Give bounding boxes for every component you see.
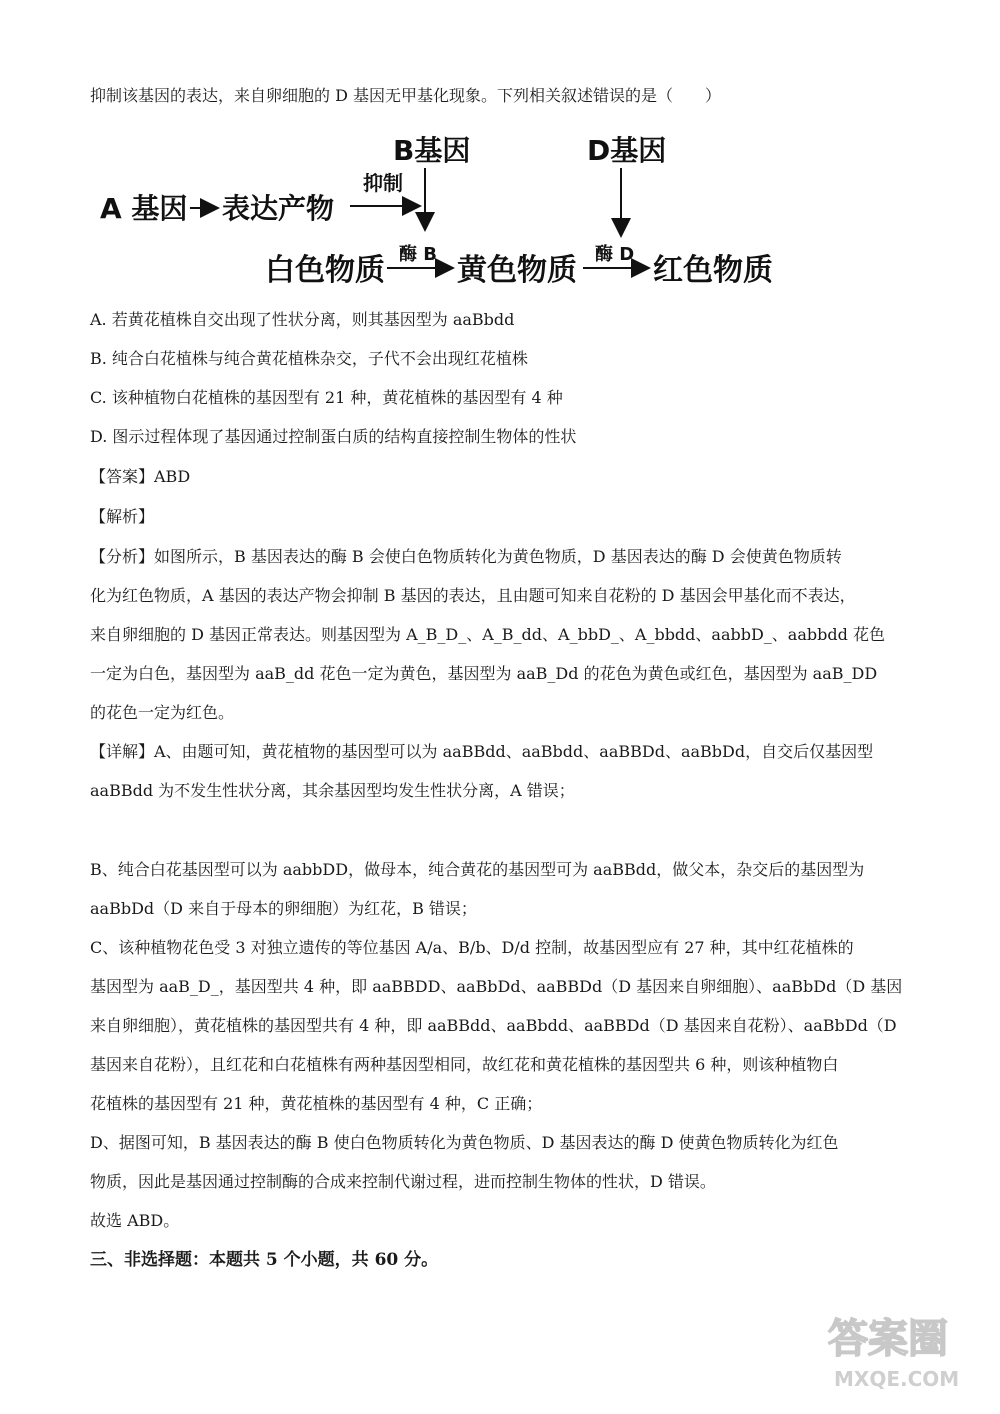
question-stem-tail: 抑制该基因的表达，来自卵细胞的 D 基因无甲基化现象。下列相关叙述错误的是（ ） xyxy=(90,86,722,105)
a-gene-label: A 基因 xyxy=(100,192,188,225)
detail-line: C、该种植物花色受 3 对独立遗传的等位基因 A/a、B/b、D/d 控制，故基因型应有 27 种，其中红花植株的 xyxy=(90,938,854,957)
detail-line: 基因来自花粉），且红花和白花植株有两种基因型相同，故红花和黄花植株的基因型共 6 种，则该种植物白 xyxy=(90,1055,839,1074)
enzyme-b-label: 酶 B xyxy=(399,244,437,265)
detail-line: 花植株的基因型有 21 种，黄花植株的基因型有 4 种，C 正确； xyxy=(90,1094,543,1113)
option-c: C. 该种植物白花植株的基因型有 21 种，黄花植株的基因型有 4 种 xyxy=(90,388,563,407)
expression-product-label: 表达产物 xyxy=(222,192,335,225)
answer-line: 【答案】ABD xyxy=(90,467,191,486)
gene-pathway-diagram xyxy=(95,130,795,290)
b-gene-label: B基因 xyxy=(393,134,471,167)
analysis-line: 一定为白色，基因型为 aaB_dd 花色一定为黄色，基因型为 aaB_Dd 的花色为黄色或红色，基因型为 aaB_DD xyxy=(90,664,878,683)
detail-line: 基因型为 aaB_D_，基因型共 4 种，即 aaBBDD、aaBbDd、aaBBDd（D 基因来自卵细胞）、aaBbDd（D 基因 xyxy=(90,977,903,996)
detail-line: 物质，因此是基因通过控制酶的合成来控制代谢过程，进而控制生物体的性状，D 错误。 xyxy=(90,1172,716,1191)
option-a: A. 若黄花植株自交出现了性状分离，则其基因型为 aaBbdd xyxy=(90,310,515,329)
analysis-line: 化为红色物质，A 基因的表达产物会抑制 B 基因的表达，且由题可知来自花粉的 D 基因会甲基化而不表达， xyxy=(90,586,856,605)
analysis-line: 来自卵细胞的 D 基因正常表达。则基因型为 A_B_D_、A_B_dd、A_bbD_、A_bbdd、aabbD_、aabbdd 花色 xyxy=(90,625,885,644)
red-substance-label: 红色物质 xyxy=(653,253,773,288)
option-d: D. 图示过程体现了基因通过控制蛋白质的结构直接控制生物体的性状 xyxy=(90,427,577,446)
d-gene-label: D基因 xyxy=(587,134,667,167)
conclusion-line: 故选 ABD。 xyxy=(90,1211,180,1230)
enzyme-d-label: 酶 D xyxy=(595,244,635,265)
detail-line: 来自卵细胞），黄花植株的基因型共有 4 种，即 aaBBdd、aaBbdd、aaBBDd（D 基因来自花粉）、aaBbDd（D xyxy=(90,1016,897,1035)
detail-line: D、据图可知，B 基因表达的酶 B 使白色物质转化为黄色物质、D 基因表达的酶 D 使黄色物质转化为红色 xyxy=(90,1133,839,1152)
watermark-logo-text: 答案圈 xyxy=(828,1316,948,1362)
watermark-url-text: MXQE.COM xyxy=(834,1367,960,1391)
white-substance-label: 白色物质 xyxy=(265,253,385,288)
detail-line: aaBbDd（D 来自于母本的卵细胞）为红花，B 错误； xyxy=(90,899,477,918)
option-b: B. 纯合白花植株与纯合黄花植株杂交，子代不会出现红花植株 xyxy=(90,349,528,368)
inhibit-label: 抑制 xyxy=(363,171,403,195)
analysis-label: 【解析】 xyxy=(90,507,155,526)
watermark-logo xyxy=(820,1304,970,1394)
analysis-line: 的花色一定为红色。 xyxy=(90,703,235,722)
section-heading: 三、非选择题：本题共 5 个小题，共 60 分。 xyxy=(90,1250,439,1270)
detail-line: B、纯合白花基因型可以为 aabbDD，做母本，纯合黄花的基因型可为 aaBBdd，做父本，杂交后的基因型为 xyxy=(90,860,865,879)
detail-line: aaBBdd 为不发生性状分离，其余基因型均发生性状分离，A 错误； xyxy=(90,781,575,800)
detail-line: 【详解】A、由题可知，黄花植物的基因型可以为 aaBBdd、aaBbdd、aaBBDd、aaBbDd，自交后仅基因型 xyxy=(90,742,874,761)
analysis-line: 【分析】如图所示，B 基因表达的酶 B 会使白色物质转化为黄色物质，D 基因表达的酶 D 会使黄色物质转 xyxy=(90,547,842,566)
yellow-substance-label: 黄色物质 xyxy=(457,253,577,288)
